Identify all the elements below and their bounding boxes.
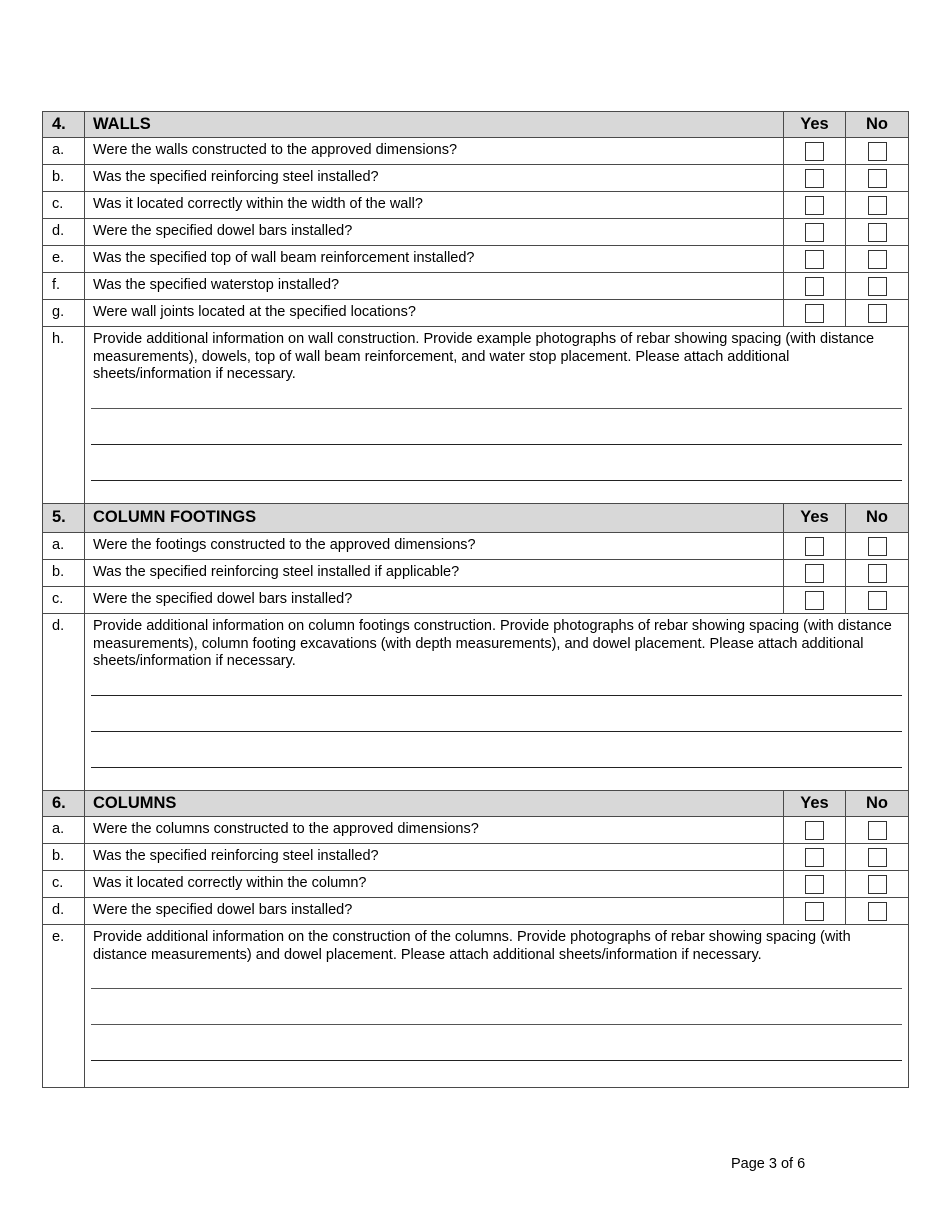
additional-info-row <box>43 327 909 504</box>
section-title: COLUMNS <box>85 791 784 817</box>
answer-line[interactable] <box>91 989 902 1025</box>
question-text: Was it located correctly within the width of the wall? <box>85 192 784 219</box>
question-row <box>43 817 909 844</box>
inspection-form-table <box>42 111 909 1088</box>
question-letter: c. <box>43 587 85 614</box>
section-number: 6. <box>43 791 85 817</box>
question-letter: g. <box>43 300 85 327</box>
question-row <box>43 165 909 192</box>
question-letter: h. <box>43 327 85 504</box>
answer-line[interactable] <box>91 696 902 732</box>
question-letter: d. <box>43 614 85 791</box>
question-row <box>43 844 909 871</box>
question-letter: c. <box>43 192 85 219</box>
section-title: COLUMN FOOTINGS <box>85 504 784 533</box>
question-row <box>43 533 909 560</box>
yes-checkbox[interactable] <box>805 142 824 161</box>
no-checkbox[interactable] <box>868 875 887 894</box>
question-text: Were the walls constructed to the approved dimensions? <box>85 138 784 165</box>
no-checkbox[interactable] <box>868 564 887 583</box>
no-checkbox[interactable] <box>868 142 887 161</box>
yes-checkbox[interactable] <box>805 537 824 556</box>
question-letter: a. <box>43 138 85 165</box>
question-row <box>43 587 909 614</box>
section-number: 4. <box>43 112 85 138</box>
no-column-header: No <box>846 504 909 533</box>
additional-info-cell <box>85 925 909 1088</box>
additional-info-prompt: Provide additional information on column footings construction. Provide photographs of rebar showing spacing (with distance measurements), column footing excavations (with depth measurements), and dowel placement. Please attach additional sheets/information if necessary. <box>93 618 892 669</box>
additional-info-prompt: Provide additional information on the construction of the columns. Provide photographs of rebar showing spacing (with distance measurements) and dowel placement. Please attach additional sheets/information if necessary. <box>93 929 851 963</box>
question-row <box>43 246 909 273</box>
yes-column-header: Yes <box>784 791 846 817</box>
no-column-header: No <box>846 112 909 138</box>
no-checkbox[interactable] <box>868 591 887 610</box>
no-checkbox[interactable] <box>868 821 887 840</box>
yes-checkbox[interactable] <box>805 591 824 610</box>
no-checkbox[interactable] <box>868 196 887 215</box>
no-column-header: No <box>846 791 909 817</box>
yes-checkbox[interactable] <box>805 821 824 840</box>
additional-info-row <box>43 925 909 1088</box>
yes-checkbox[interactable] <box>805 304 824 323</box>
yes-checkbox[interactable] <box>805 564 824 583</box>
question-text: Was the specified top of wall beam reinforcement installed? <box>85 246 784 273</box>
yes-checkbox[interactable] <box>805 223 824 242</box>
additional-info-row <box>43 614 909 791</box>
answer-line[interactable] <box>91 732 902 768</box>
no-checkbox[interactable] <box>868 304 887 323</box>
question-text: Was it located correctly within the column? <box>85 871 784 898</box>
question-row <box>43 898 909 925</box>
yes-checkbox[interactable] <box>805 902 824 921</box>
section-header-column-footings <box>43 504 909 533</box>
question-text: Was the specified reinforcing steel installed? <box>85 165 784 192</box>
yes-column-header: Yes <box>784 504 846 533</box>
question-text: Were the specified dowel bars installed? <box>85 587 784 614</box>
no-checkbox[interactable] <box>868 848 887 867</box>
section-header-columns <box>43 791 909 817</box>
question-text: Was the specified reinforcing steel installed? <box>85 844 784 871</box>
question-letter: c. <box>43 871 85 898</box>
question-row <box>43 300 909 327</box>
no-checkbox[interactable] <box>868 902 887 921</box>
answer-line[interactable] <box>91 445 902 481</box>
no-checkbox[interactable] <box>868 223 887 242</box>
yes-checkbox[interactable] <box>805 169 824 188</box>
question-text: Was the specified waterstop installed? <box>85 273 784 300</box>
yes-checkbox[interactable] <box>805 277 824 296</box>
no-checkbox[interactable] <box>868 169 887 188</box>
section-title: WALLS <box>85 112 784 138</box>
yes-checkbox[interactable] <box>805 875 824 894</box>
no-checkbox[interactable] <box>868 277 887 296</box>
question-row <box>43 560 909 587</box>
question-row <box>43 219 909 246</box>
additional-info-cell <box>85 327 909 504</box>
yes-checkbox[interactable] <box>805 250 824 269</box>
question-letter: e. <box>43 925 85 1088</box>
additional-info-prompt: Provide additional information on wall construction. Provide example photographs of rebar showing spacing (with distance measurements), dowels, top of wall beam reinforcement, and water stop placement. Please attach additional sheets/information if necessary. <box>93 331 875 382</box>
yes-checkbox[interactable] <box>805 196 824 215</box>
question-row <box>43 273 909 300</box>
question-letter: b. <box>43 165 85 192</box>
section-number: 5. <box>43 504 85 533</box>
question-text: Were the columns constructed to the approved dimensions? <box>85 817 784 844</box>
question-text: Were the specified dowel bars installed? <box>85 219 784 246</box>
question-row <box>43 871 909 898</box>
answer-line[interactable] <box>91 964 902 989</box>
question-letter: a. <box>43 817 85 844</box>
question-letter: b. <box>43 844 85 871</box>
answer-area[interactable] <box>85 964 908 1061</box>
question-letter: e. <box>43 246 85 273</box>
question-letter: f. <box>43 273 85 300</box>
question-letter: a. <box>43 533 85 560</box>
answer-line[interactable] <box>91 384 902 409</box>
question-text: Was the specified reinforcing steel installed if applicable? <box>85 560 784 587</box>
answer-line[interactable] <box>91 671 902 696</box>
yes-column-header: Yes <box>784 112 846 138</box>
question-text: Were the footings constructed to the approved dimensions? <box>85 533 784 560</box>
no-checkbox[interactable] <box>868 537 887 556</box>
additional-info-cell <box>85 614 909 791</box>
yes-checkbox[interactable] <box>805 848 824 867</box>
answer-area[interactable] <box>85 384 908 481</box>
answer-line[interactable] <box>91 1025 902 1061</box>
question-row <box>43 192 909 219</box>
question-letter: d. <box>43 898 85 925</box>
section-header-walls <box>43 112 909 138</box>
no-checkbox[interactable] <box>868 250 887 269</box>
question-text: Were the specified dowel bars installed? <box>85 898 784 925</box>
page-number: Page 3 of 6 <box>731 1156 806 1172</box>
answer-line[interactable] <box>91 409 902 445</box>
question-text: Were wall joints located at the specified locations? <box>85 300 784 327</box>
question-letter: b. <box>43 560 85 587</box>
question-letter: d. <box>43 219 85 246</box>
answer-area[interactable] <box>85 671 908 768</box>
question-row <box>43 138 909 165</box>
